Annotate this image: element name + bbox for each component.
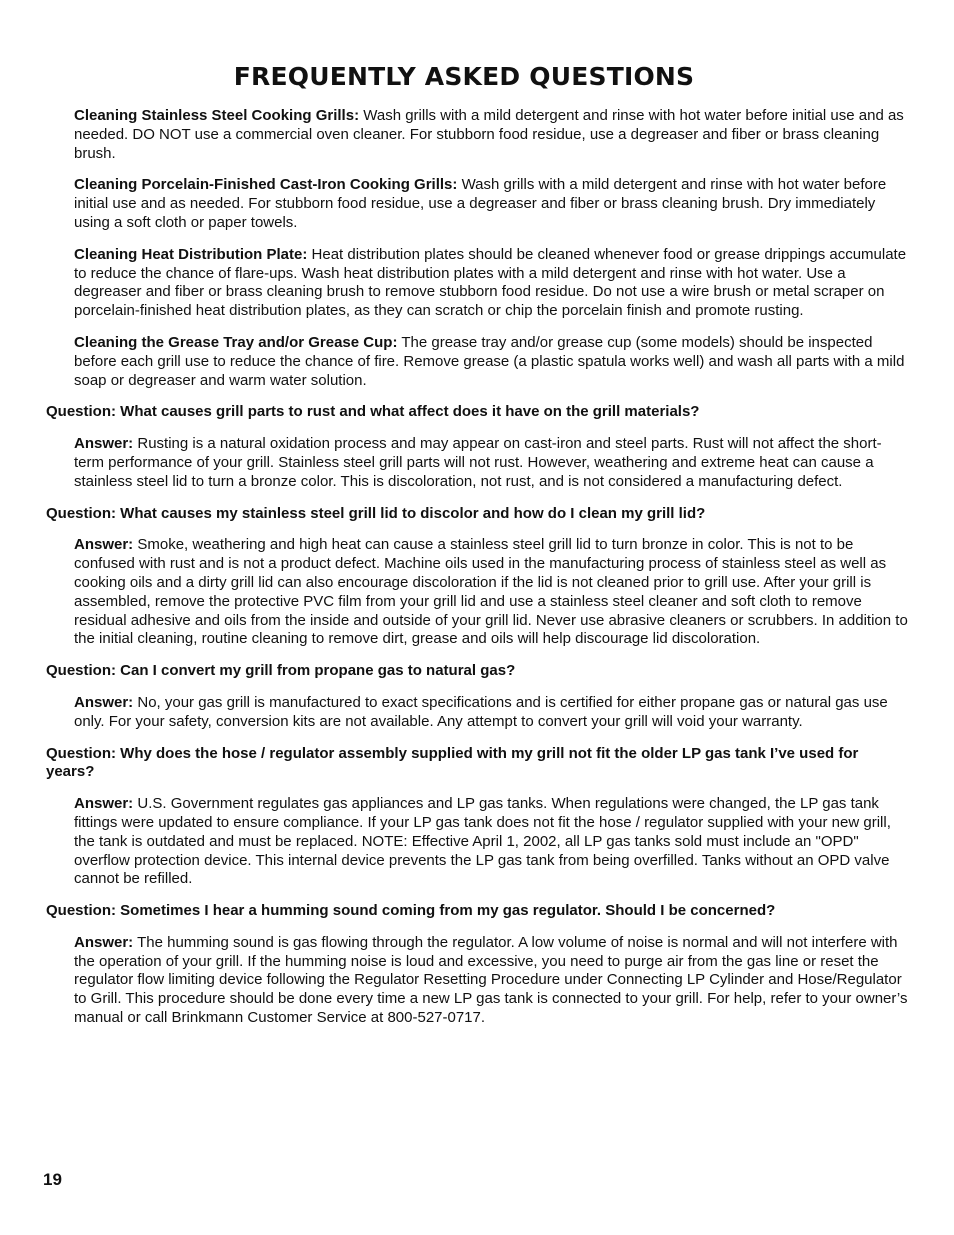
answer-label: Answer: [74,435,134,453]
cleaning-heat-distribution-plate [74,246,908,321]
cleaning-stainless-steel-grills [74,107,908,163]
answer-text: No, your gas grill is manufactured to exact specifications and is certified for either propane gas or natural gas use only. For your safety, conversion kits are not available. Any attempt to convert your grill will void your warranty. [74,693,888,730]
cleaning-grease-tray [74,334,908,390]
faq-answer-hose-regulator [74,795,908,889]
answer-text: U.S. Government regulates gas appliances and LP gas tanks. When regulations were changed, the LP gas tank fittings were updated to ensure compliance. If your LP gas tank does not fit the hose / regulator supplied with your new grill, the tank is outdated and must be replaced. NOTE: Effective April 1, 2002, all LP gas tanks sold must include an "OPD" overflow protection device. This internal device prevents the LP gas tank from being overfilled. Tanks without an OPD valve cannot be refilled. [74,795,891,888]
cleaning-lead: Cleaning the Grease Tray and/or Grease Cup: [74,333,398,351]
faq-question-lid-discolor: Question: What causes my stainless steel grill lid to discolor and how do I clean my grill lid? [46,504,706,522]
answer-text: Rusting is a natural oxidation process and may appear on cast-iron and steel parts. Rust will not affect the short-term performance of your grill. Stainless steel grill parts will not rust. However, weathering and extreme heat can cause a stainless steel lid to turn a bronze color. This is discoloration, not rust, and is not considered a manufacturing defect. [74,435,882,490]
answer-text: The humming sound is gas flowing through the regulator. A low volume of noise is normal and will not interfere with the operation of your grill. If the humming noise is loud and excessive, you need to purge air from the gas line or reset the regulator flow limiting device following the Regulator Resetting Procedure under Connecting LP Cylinder and Hose/Regulator to Grill. This procedure should be done every time a new LP gas tank is connected to your grill. For help, refer to your owner’s manual or call Brinkmann Customer Service at 800-527-0717. [74,933,908,1027]
cleaning-text: Wash grills with a mild detergent and rinse with hot water before initial use and as needed. For stubborn food residue, use a degreaser and fiber or brass cleaning brush. Dry immediately using a soft cloth or paper towels. [74,176,887,231]
page-title: FREQUENTLY ASKED QUESTIONS [233,62,695,91]
page-number: 19 [43,1170,62,1189]
cleaning-text: Heat distribution plates should be cleaned whenever food or grease drippings accumulate to reduce the chance of flare-ups. Wash heat distribution plates with a mild detergent and rinse with hot water. Use a degreaser and fiber or brass cleaning brush to remove stubborn food residue. Do not use a wire brush or metal scraper on porcelain-finished heat distribution plates, as they can scratch or chip the porcelain finish and promote rusting. [74,245,907,320]
faq-question-rust: Question: What causes grill parts to rust and what affect does it have on the grill materials? [46,403,700,421]
answer-text: Smoke, weathering and high heat can cause a stainless steel grill lid to turn bronze in color. This is not to be confused with rust and is not a product defect. Machine oils used in the manufacturing process of stainless steel as well as cooking oils and a dirty grill lid can also encourage discoloration if the lid is not cleaned prior to grill use. After your grill is assembled, remove the protective PVC film from your grill lid and use a stainless steel cleaner and soft cloth to remove residual adhesive and oils from the inside and outside of your grill lid. Never use abrasive cleaners or scrubbers. In addition to the initial cleaning, routine cleaning to remove dirt, grease and oils will help discourage lid discoloration. [74,536,908,648]
cleaning-lead: Cleaning Porcelain-Finished Cast-Iron Cooking Grills: [74,176,458,194]
faq-answer-lid-discolor [74,536,908,649]
faq-question-hose-regulator: Question: Why does the hose / regulator assembly supplied with my grill not fit the older LP gas tank I’ve used for years? [46,744,859,781]
answer-label: Answer: [74,536,134,554]
faq-content [46,107,908,1041]
faq-answer-rust [74,435,908,491]
faq-question-convert-gas: Question: Can I convert my grill from propane gas to natural gas? [46,662,516,680]
faq-question-humming: Question: Sometimes I hear a humming sound coming from my gas regulator. Should I be concerned? [46,902,776,920]
faq-answer-convert-gas [74,694,908,732]
cleaning-text: The grease tray and/or grease cup (some models) should be inspected before each grill use to reduce the chance of fire. Remove grease (a plastic spatula works well) and wash all parts with a mild soap or degreaser and warm water solution. [74,333,905,389]
answer-label: Answer: [74,795,134,813]
cleaning-lead: Cleaning Stainless Steel Cooking Grills: [74,107,360,124]
faq-answer-humming [74,934,908,1028]
cleaning-porcelain-grills [74,176,908,232]
answer-label: Answer: [74,693,134,711]
answer-label: Answer: [74,933,134,951]
cleaning-lead: Cleaning Heat Distribution Plate: [74,245,308,263]
cleaning-text: Wash grills with a mild detergent and rinse with hot water before initial use and as needed. DO NOT use a commercial oven cleaner. For stubborn food residue, use a degreaser and fiber or brass cleaning brush. [74,107,904,162]
